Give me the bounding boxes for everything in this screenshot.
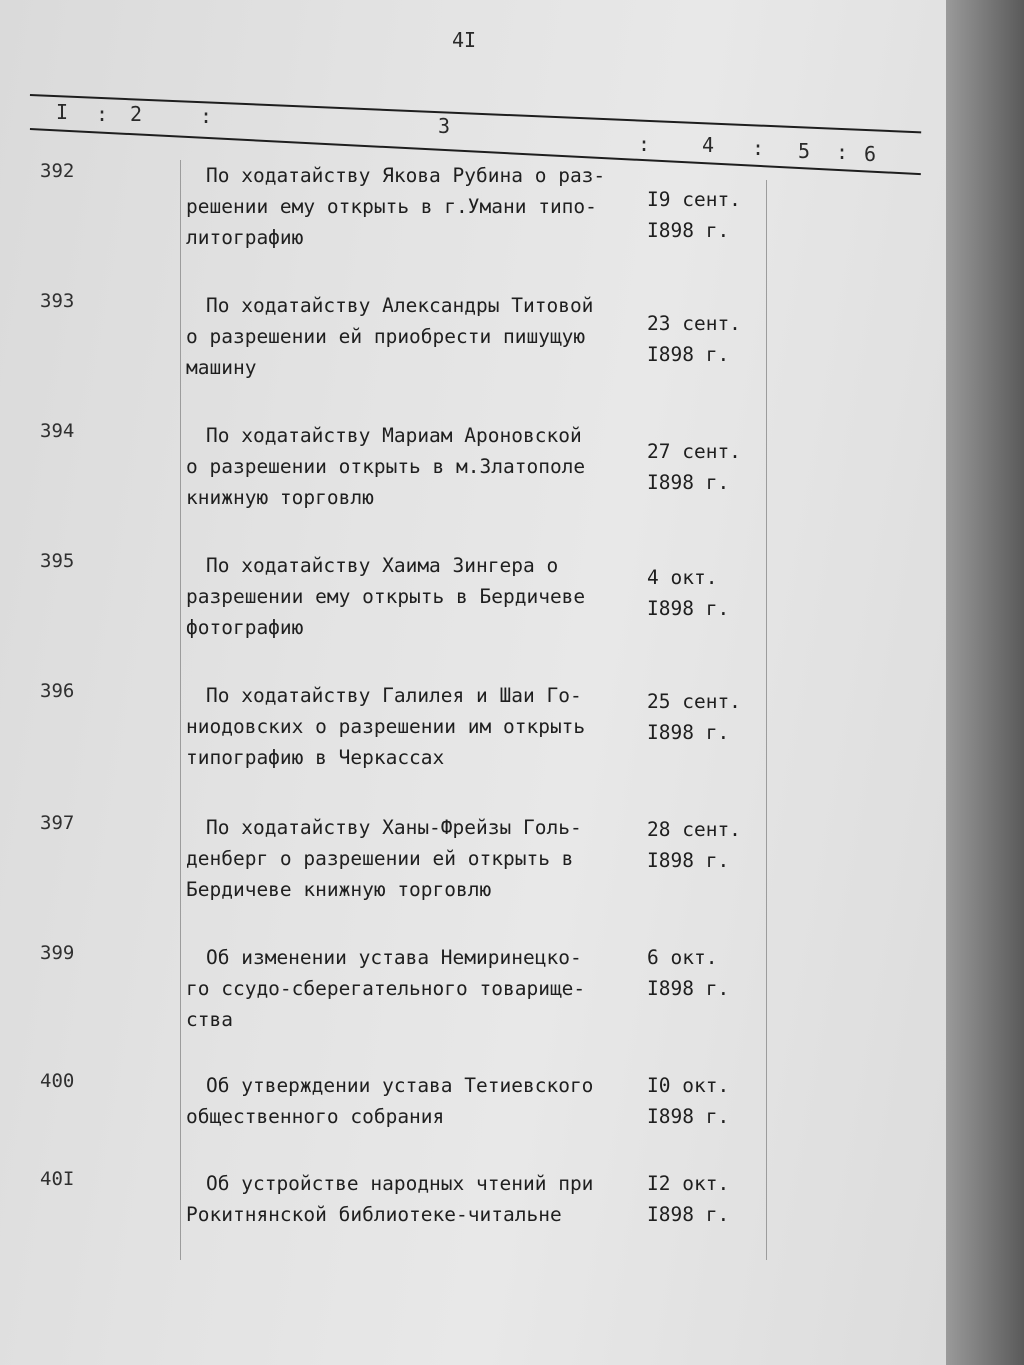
- record-description: [186, 420, 646, 513]
- date-year: I898 г.: [647, 471, 730, 494]
- date-day: 23 сент.: [647, 312, 741, 335]
- description-line: литографию: [186, 226, 304, 249]
- date-day: I0 окт.: [647, 1074, 730, 1097]
- description-line: Об утверждении устава Тетиевского: [206, 1074, 594, 1097]
- description-line: Бердичеве книжную торговлю: [186, 878, 492, 901]
- description-line: По ходатайству Ханы-Фрейзы Голь-: [206, 816, 582, 839]
- record-number: 394: [40, 420, 75, 442]
- header-col-5: 5: [798, 139, 811, 163]
- description-line: книжную торговлю: [186, 486, 374, 509]
- description-line: ниодовских о разрешении им открыть: [186, 715, 586, 738]
- date-year: I898 г.: [647, 849, 730, 872]
- record-date: [647, 686, 741, 748]
- record-description: [186, 680, 646, 773]
- column-divider: [180, 160, 181, 1260]
- record-description: [186, 942, 646, 1035]
- record-number: 396: [40, 680, 75, 702]
- description-line: По ходатайству Хаима Зингера о: [206, 554, 559, 577]
- background-edge: [946, 0, 1024, 1365]
- header-top-rule: [30, 94, 921, 133]
- date-day: I2 окт.: [647, 1172, 730, 1195]
- description-line: о разрешении ей приобрести пишущую: [186, 325, 586, 348]
- description-line: По ходатайству Якова Рубина о раз-: [206, 164, 606, 187]
- date-year: I898 г.: [647, 721, 730, 744]
- date-day: 4 окт.: [647, 566, 718, 589]
- header-sep-5: :: [836, 140, 849, 164]
- record-number: 400: [40, 1070, 75, 1092]
- description-line: По ходатайству Галилея и Шаи Го-: [206, 684, 582, 707]
- header-col-3: 3: [438, 114, 451, 138]
- description-line: По ходатайству Мариам Ароновской: [206, 424, 582, 447]
- header-sep-3: :: [638, 132, 651, 156]
- record-date: [647, 184, 741, 246]
- header-col-4: 4: [702, 133, 715, 157]
- description-line: типографию в Черкассах: [186, 746, 445, 769]
- description-line: ства: [186, 1008, 233, 1031]
- record-date: [647, 1168, 729, 1230]
- date-day: 25 сент.: [647, 690, 741, 713]
- page-number: 4I: [452, 28, 477, 52]
- record-date: [647, 942, 729, 1004]
- record-description: [186, 812, 646, 905]
- description-line: общественного собрания: [186, 1105, 445, 1128]
- column-divider: [766, 180, 767, 1260]
- record-number: 397: [40, 812, 75, 834]
- record-number: 392: [40, 160, 75, 182]
- record-date: [647, 436, 741, 498]
- header-col-2: 2: [130, 102, 143, 126]
- description-line: разрешении ему открыть в Бердичеве: [186, 585, 586, 608]
- date-day: 28 сент.: [647, 818, 741, 841]
- date-day: I9 сент.: [647, 188, 741, 211]
- description-line: Рокитнянской библиотеке-читальне: [186, 1203, 562, 1226]
- record-description: [186, 550, 646, 643]
- date-day: 27 сент.: [647, 440, 741, 463]
- record-number: 40I: [40, 1168, 75, 1190]
- header-col-6: 6: [864, 142, 877, 166]
- description-line: о разрешении открыть в м.Златополе: [186, 455, 586, 478]
- description-line: фотографию: [186, 616, 304, 639]
- header-col-1: I: [56, 100, 69, 124]
- record-date: [647, 814, 741, 876]
- record-date: [647, 308, 741, 370]
- record-description: [186, 290, 646, 383]
- description-line: денберг о разрешении ей открыть в: [186, 847, 574, 870]
- date-year: I898 г.: [647, 1203, 730, 1226]
- description-line: Об устройстве народных чтений при: [206, 1172, 594, 1195]
- record-description: [186, 160, 646, 253]
- record-description: [186, 1070, 646, 1132]
- header-sep-4: :: [752, 136, 765, 160]
- record-date: [647, 1070, 729, 1132]
- date-year: I898 г.: [647, 597, 730, 620]
- date-year: I898 г.: [647, 219, 730, 242]
- header-sep-1: :: [96, 102, 109, 126]
- description-line: го ссудо-сберегательного товарище-: [186, 977, 586, 1000]
- record-date: [647, 562, 729, 624]
- description-line: решении ему открыть в г.Умани типо-: [186, 195, 597, 218]
- description-line: Об изменении устава Немиринецко-: [206, 946, 582, 969]
- record-number: 395: [40, 550, 75, 572]
- record-description: [186, 1168, 646, 1230]
- description-line: машину: [186, 356, 257, 379]
- date-year: I898 г.: [647, 1105, 730, 1128]
- date-day: 6 окт.: [647, 946, 718, 969]
- date-year: I898 г.: [647, 977, 730, 1000]
- header-sep-2: :: [200, 104, 213, 128]
- date-year: I898 г.: [647, 343, 730, 366]
- record-number: 399: [40, 942, 75, 964]
- record-number: 393: [40, 290, 75, 312]
- description-line: По ходатайству Александры Титовой: [206, 294, 594, 317]
